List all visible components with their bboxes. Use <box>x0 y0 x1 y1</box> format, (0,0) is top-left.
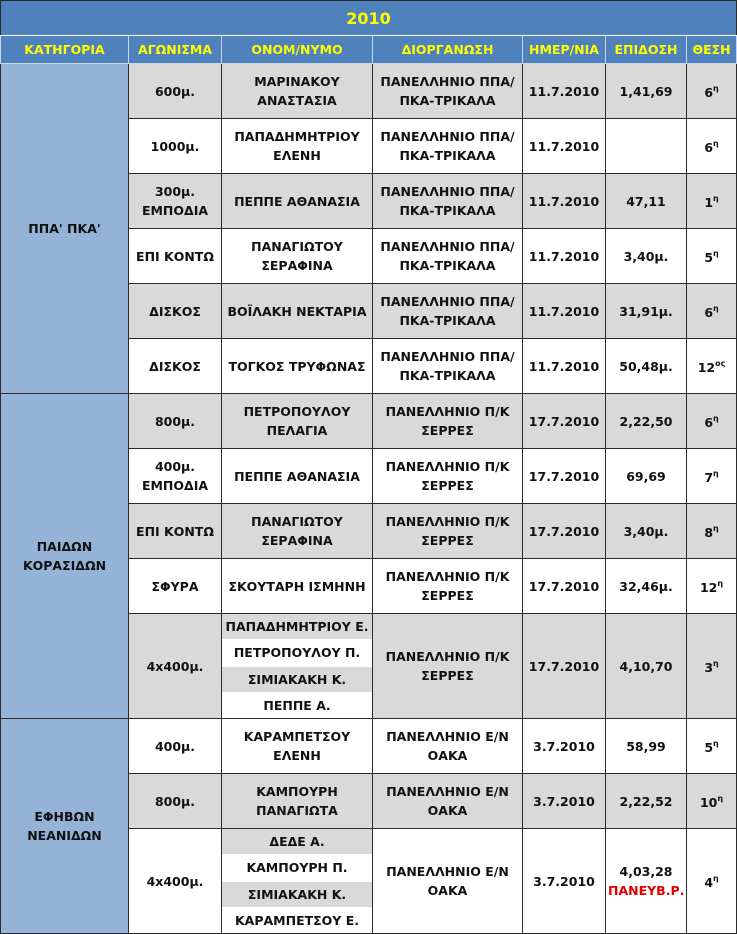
performance-cell <box>606 829 687 934</box>
performance-value: 58,99 <box>626 738 666 754</box>
event-cell: 4x400μ. <box>129 829 222 934</box>
header-category: ΚΑΤΗΓΟΡΙΑ <box>1 36 129 64</box>
competition-cell: ΠΑΝΕΛΛΗΝΙΟ ΠΠΑ/ΠΚΑ-ΤΡΙΚΑΛΑ <box>373 64 523 119</box>
competition-cell: ΠΑΝΕΛΛΗΝΙΟ ΠΠΑ/ΠΚΑ-ΤΡΙΚΑΛΑ <box>373 229 523 284</box>
header-event: ΑΓΩΝΙΣΜΑ <box>129 36 222 64</box>
place-cell <box>687 614 737 719</box>
place-suffix: η <box>713 738 719 748</box>
place-suffix: η <box>717 578 724 588</box>
performance-cell <box>606 339 687 394</box>
performance-cell <box>606 774 687 829</box>
performance-value: 1,41,69 <box>619 83 673 99</box>
place-value: 6 <box>704 85 714 101</box>
header-competition: ΔΙΟΡΓΑΝΩΣΗ <box>373 36 523 64</box>
performance-value: 32,46μ. <box>619 578 673 594</box>
header-place: ΘΕΣΗ <box>687 36 737 64</box>
place-value: 5 <box>704 250 714 266</box>
performance-value: 2,22,52 <box>619 793 673 809</box>
place-suffix: ος <box>715 358 726 368</box>
place-value: 6 <box>704 415 714 431</box>
competition-cell: ΠΑΝΕΛΛΗΝΙΟ ΠΠΑ/ΠΚΑ-ΤΡΙΚΑΛΑ <box>373 174 523 229</box>
place-cell <box>687 719 737 774</box>
place-cell <box>687 174 737 229</box>
place-cell <box>687 64 737 119</box>
performance-cell <box>606 504 687 559</box>
date-cell: 3.7.2010 <box>523 719 606 774</box>
place-suffix: η <box>713 193 719 203</box>
place-value: 12 <box>699 580 718 596</box>
date-cell: 11.7.2010 <box>523 119 606 174</box>
performance-cell <box>606 719 687 774</box>
event-cell: 600μ. <box>129 64 222 119</box>
relay-runner-name: ΠΕΠΠΕ Α. <box>222 693 372 718</box>
place-suffix: η <box>717 793 724 803</box>
performance-cell <box>606 119 687 174</box>
place-suffix: η <box>713 468 719 478</box>
competition-cell: ΠΑΝΕΛΛΗΝΙΟ Ε/Ν ΟΑΚΑ <box>373 719 523 774</box>
date-cell: 11.7.2010 <box>523 174 606 229</box>
performance-cell <box>606 559 687 614</box>
name-cell: ΚΑΜΠΟΥΡΗ ΠΑΝΑΓΙΩΤΑ <box>222 774 373 829</box>
place-value: 7 <box>704 470 714 486</box>
competition-cell: ΠΑΝΕΛΛΗΝΙΟ Π/Κ ΣΕΡΡΕΣ <box>373 614 523 719</box>
header-date: ΗΜΕΡ/ΝΙΑ <box>523 36 606 64</box>
performance-value: 4,03,28 <box>619 864 673 879</box>
place-value: 8 <box>704 525 714 541</box>
place-suffix: η <box>713 138 719 148</box>
table-row <box>1 719 737 774</box>
relay-runner-name: ΚΑΜΠΟΥΡΗ Π. <box>222 855 372 881</box>
table-row <box>1 64 737 119</box>
performance-cell <box>606 449 687 504</box>
competition-cell: ΠΑΝΕΛΛΗΝΙΟ Ε/Ν ΟΑΚΑ <box>373 829 523 934</box>
place-suffix: η <box>713 873 719 883</box>
performance-cell <box>606 284 687 339</box>
name-cell: ΠΕΤΡΟΠΟΥΛΟΥ ΠΕΛΑΓΙΑ <box>222 394 373 449</box>
relay-runner-name: ΠΕΤΡΟΠΟΥΛΟΥ Π. <box>222 640 372 666</box>
performance-value: 47,11 <box>626 193 666 209</box>
place-value: 12 <box>697 360 716 376</box>
name-cell: ΜΑΡΙΝΑΚΟΥ ΑΝΑΣΤΑΣΙΑ <box>222 64 373 119</box>
category-cell: ΕΦΗΒΩΝ ΝΕΑΝΙΔΩΝ <box>1 719 129 934</box>
place-value: 3 <box>704 660 714 676</box>
event-cell: 800μ. <box>129 774 222 829</box>
name-cell <box>222 829 373 934</box>
event-cell: ΣΦΥΡΑ <box>129 559 222 614</box>
date-cell: 11.7.2010 <box>523 339 606 394</box>
competition-cell: ΠΑΝΕΛΛΗΝΙΟ Π/Κ ΣΕΡΡΕΣ <box>373 559 523 614</box>
place-cell <box>687 559 737 614</box>
place-value: 6 <box>704 305 714 321</box>
performance-cell <box>606 394 687 449</box>
place-suffix: η <box>713 523 719 533</box>
competition-cell: ΠΑΝΕΛΛΗΝΙΟ ΠΠΑ/ΠΚΑ-ΤΡΙΚΑΛΑ <box>373 284 523 339</box>
date-cell: 17.7.2010 <box>523 504 606 559</box>
name-cell: ΠΑΝΑΓΙΩΤΟΥ ΣΕΡΑΦΙΝΑ <box>222 504 373 559</box>
place-cell <box>687 829 737 934</box>
place-value: 10 <box>699 795 718 811</box>
name-cell <box>222 614 373 719</box>
relay-runner-name: ΚΑΡΑΜΠΕΤΣΟΥ Ε. <box>222 908 372 933</box>
competition-cell: ΠΑΝΕΛΛΗΝΙΟ ΠΠΑ/ΠΚΑ-ΤΡΙΚΑΛΑ <box>373 119 523 174</box>
date-cell: 11.7.2010 <box>523 64 606 119</box>
header-performance: ΕΠΙΔΟΣΗ <box>606 36 687 64</box>
performance-value: 3,40μ. <box>623 248 669 264</box>
place-cell <box>687 774 737 829</box>
table-title: 2010 <box>1 1 737 36</box>
performance-cell <box>606 174 687 229</box>
event-cell: 400μ. ΕΜΠΟΔΙΑ <box>129 449 222 504</box>
place-suffix: η <box>713 248 719 258</box>
event-cell: 400μ. <box>129 719 222 774</box>
place-cell <box>687 394 737 449</box>
place-suffix: η <box>713 413 719 423</box>
performance-value: 50,48μ. <box>619 358 673 374</box>
name-cell: ΠΕΠΠΕ ΑΘΑΝΑΣΙΑ <box>222 174 373 229</box>
event-cell: 300μ. ΕΜΠΟΔΙΑ <box>129 174 222 229</box>
competition-cell: ΠΑΝΕΛΛΗΝΙΟ Π/Κ ΣΕΡΡΕΣ <box>373 449 523 504</box>
name-cell: ΚΑΡΑΜΠΕΤΣΟΥ ΕΛΕΝΗ <box>222 719 373 774</box>
name-cell: ΠΑΠΑΔΗΜΗΤΡΙΟΥ ΕΛΕΝΗ <box>222 119 373 174</box>
date-cell: 17.7.2010 <box>523 559 606 614</box>
place-cell <box>687 339 737 394</box>
performance-value: 4,10,70 <box>619 658 673 674</box>
event-cell: ΕΠΙ ΚΟΝΤΩ <box>129 504 222 559</box>
name-cell: ΣΚΟΥΤΑΡΗ ΙΣΜΗΝΗ <box>222 559 373 614</box>
place-suffix: η <box>713 303 719 313</box>
place-suffix: η <box>713 83 719 93</box>
date-cell: 11.7.2010 <box>523 229 606 284</box>
header-name: ΟΝΟΜ/ΝΥΜΟ <box>222 36 373 64</box>
category-cell: ΠΑΙΔΩΝ ΚΟΡΑΣΙΔΩΝ <box>1 394 129 719</box>
date-cell: 17.7.2010 <box>523 394 606 449</box>
table-row <box>1 394 737 449</box>
name-cell: ΒΟΪΛΑΚΗ ΝΕΚΤΑΡΙΑ <box>222 284 373 339</box>
competition-cell: ΠΑΝΕΛΛΗΝΙΟ ΠΠΑ/ΠΚΑ-ΤΡΙΚΑΛΑ <box>373 339 523 394</box>
place-cell <box>687 449 737 504</box>
date-cell: 17.7.2010 <box>523 614 606 719</box>
event-cell: 4x400μ. <box>129 614 222 719</box>
competition-cell: ΠΑΝΕΛΛΗΝΙΟ Π/Κ ΣΕΡΡΕΣ <box>373 394 523 449</box>
place-value: 1 <box>704 195 714 211</box>
performance-value: 2,22,50 <box>619 413 673 429</box>
place-cell <box>687 119 737 174</box>
name-cell: ΠΑΝΑΓΙΩΤΟΥ ΣΕΡΑΦΙΝΑ <box>222 229 373 284</box>
relay-runner-name: ΣΙΜΙΑΚΑΚΗ Κ. <box>222 882 372 908</box>
event-cell: 800μ. <box>129 394 222 449</box>
place-cell <box>687 229 737 284</box>
performance-value: 3,40μ. <box>623 523 669 539</box>
relay-runner-name: ΠΑΠΑΔΗΜΗΤΡΙΟΥ Ε. <box>222 614 372 640</box>
date-cell: 3.7.2010 <box>523 774 606 829</box>
relay-runner-name: ΔΕΔΕ Α. <box>222 829 372 855</box>
name-cell: ΠΕΠΠΕ ΑΘΑΝΑΣΙΑ <box>222 449 373 504</box>
event-cell: ΔΙΣΚΟΣ <box>129 284 222 339</box>
relay-runner-name: ΣΙΜΙΑΚΑΚΗ Κ. <box>222 667 372 693</box>
place-value: 5 <box>704 740 714 756</box>
date-cell: 17.7.2010 <box>523 449 606 504</box>
place-cell <box>687 504 737 559</box>
performance-cell <box>606 229 687 284</box>
place-value: 6 <box>704 140 714 156</box>
place-suffix: η <box>713 658 719 668</box>
date-cell: 11.7.2010 <box>523 284 606 339</box>
date-cell: 3.7.2010 <box>523 829 606 934</box>
category-cell: ΠΠΑ' ΠΚΑ' <box>1 64 129 394</box>
performance-cell <box>606 614 687 719</box>
competition-cell: ΠΑΝΕΛΛΗΝΙΟ Π/Κ ΣΕΡΡΕΣ <box>373 504 523 559</box>
name-cell: ΤΟΓΚΟΣ ΤΡΥΦΩΝΑΣ <box>222 339 373 394</box>
record-note: ΠΑΝΕΥΒ.Ρ. <box>608 883 685 898</box>
competition-cell: ΠΑΝΕΛΛΗΝΙΟ Ε/Ν ΟΑΚΑ <box>373 774 523 829</box>
event-cell: ΔΙΣΚΟΣ <box>129 339 222 394</box>
place-cell <box>687 284 737 339</box>
event-cell: ΕΠΙ ΚΟΝΤΩ <box>129 229 222 284</box>
performance-value: 69,69 <box>626 468 666 484</box>
performance-value: 31,91μ. <box>619 303 673 319</box>
performance-cell <box>606 64 687 119</box>
event-cell: 1000μ. <box>129 119 222 174</box>
place-value: 4 <box>704 875 714 891</box>
